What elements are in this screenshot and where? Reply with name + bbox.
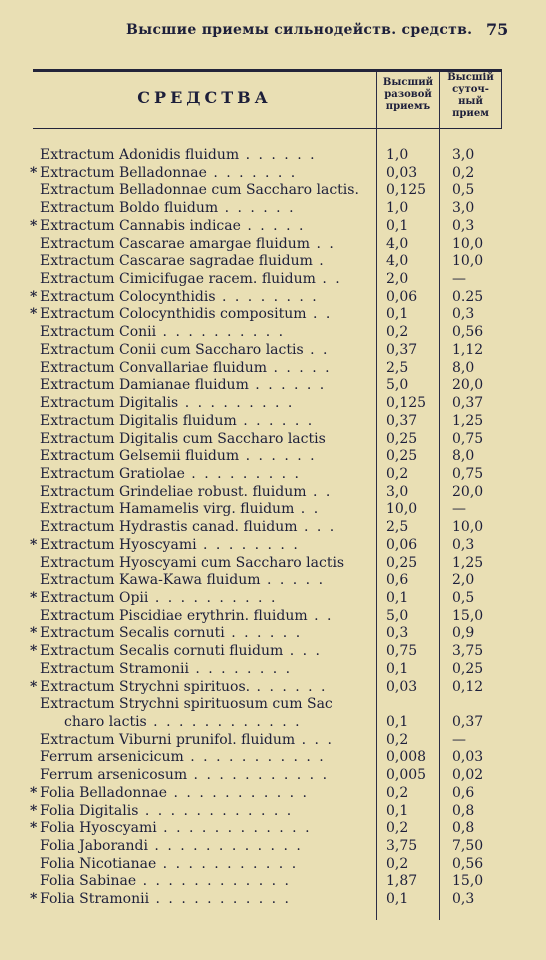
potent-marker: * [30, 217, 38, 234]
single-dose-cell: 5,0 [386, 607, 409, 624]
single-dose-cell: 1,87 [386, 873, 418, 890]
drug-name-text: Extractum Hamamelis virg. fluidum [40, 501, 295, 518]
potent-marker: * [30, 306, 38, 323]
table-row [0, 732, 546, 750]
leader-dots: . . . . . . . . [196, 536, 300, 553]
column-header-name: СРЕДСТВА [137, 88, 272, 107]
single-dose-cell: 0,125 [386, 395, 427, 412]
daily-dose-cell: 0,12 [452, 678, 484, 695]
drug-name [40, 431, 370, 448]
drug-name-text: Folia Stramonii [40, 891, 150, 908]
leader-dots: . . . . . . . . . . . . [147, 838, 303, 855]
drug-name [40, 732, 370, 749]
leader-dots: . . . . . . . . . [178, 395, 295, 412]
table-row [0, 625, 546, 643]
drug-name [40, 182, 370, 199]
drug-name-text: Extractum Convallariae fluidum [40, 359, 268, 376]
drug-name [40, 555, 370, 572]
drug-name [40, 803, 370, 820]
daily-dose-cell: 0,5 [452, 589, 475, 606]
single-dose-cell: 0,1 [386, 891, 409, 908]
table-row [0, 448, 546, 466]
single-dose-cell: 10,0 [386, 501, 418, 518]
column-header-line: Высшій [447, 72, 494, 83]
table-row [0, 377, 546, 395]
leader-dots: . . [310, 235, 336, 252]
table-row [0, 271, 546, 289]
table-row [0, 661, 546, 679]
single-dose-cell: 1,0 [386, 147, 409, 163]
drug-name [40, 236, 370, 253]
leader-dots: . . . . . . . . . . . . [146, 714, 302, 730]
daily-dose-cell: 8,0 [452, 359, 475, 376]
potent-marker: * [30, 536, 38, 553]
column-header-line: приемъ [385, 101, 431, 112]
table-row [0, 696, 546, 714]
single-dose-cell: 0,06 [386, 536, 418, 553]
daily-dose-cell: 0,75 [452, 430, 484, 447]
drug-name [40, 306, 370, 323]
column-header-line: Высший [382, 77, 434, 88]
potent-marker: * [30, 625, 38, 642]
table-row [0, 289, 546, 307]
leader-dots: . . . . . . [218, 200, 296, 217]
leader-dots: . . . . . . . . . . [148, 589, 278, 606]
leader-dots: . . . [295, 731, 334, 748]
leader-dots: . . . [297, 519, 337, 536]
daily-dose-cell: 0,8 [452, 802, 475, 819]
single-dose-cell: 0,1 [386, 306, 409, 323]
single-dose-cell: 2,5 [386, 519, 409, 536]
drug-name [40, 342, 370, 359]
drug-name [40, 590, 370, 607]
single-dose-cell: 0,125 [386, 182, 427, 199]
drug-name [40, 572, 370, 589]
daily-dose-cell: 0,03 [452, 749, 484, 766]
daily-dose-cell: 0,8 [452, 820, 475, 837]
daily-dose-cell: 20,0 [452, 377, 484, 394]
drug-name-text: Extractum Hyoscyami cum Saccharo lactis [40, 554, 345, 571]
drug-name [40, 360, 370, 377]
drug-name-text: charo lactis [64, 714, 147, 730]
drug-name [40, 643, 370, 660]
potent-marker: * [30, 820, 38, 837]
single-dose-cell: 0,2 [386, 324, 409, 341]
drug-name-text: Extractum Cimicifugae racem. fluidum [40, 271, 316, 288]
column-header-line: разовой [384, 89, 432, 100]
single-dose-cell: 0,2 [386, 820, 409, 837]
daily-dose-cell: 3,0 [452, 147, 475, 163]
leader-dots: . . . . . . . . [215, 288, 319, 305]
table-row [0, 820, 546, 838]
daily-dose-cell: 15,0 [452, 607, 484, 624]
drug-name-text: Extractum Boldo fluidum [40, 200, 219, 217]
leader-dots: . . . . . . . . [188, 660, 293, 677]
single-dose-cell: 4,0 [386, 235, 409, 252]
daily-dose-cell: 0,9 [452, 625, 475, 642]
drug-name-text: Extractum Belladonnae [40, 164, 207, 181]
daily-dose-cell: 7,50 [452, 838, 484, 855]
drug-name [40, 891, 370, 908]
daily-dose-cell: 1,25 [452, 554, 484, 571]
table-row [0, 608, 546, 626]
drug-name [40, 324, 370, 341]
drug-name-text: Extractum Conii [40, 324, 157, 341]
daily-dose-cell: 8,0 [452, 448, 475, 465]
drug-name [40, 448, 370, 465]
drug-name-text: Extractum Damianae fluidum [40, 377, 249, 394]
column-header-single-dose [377, 77, 439, 113]
single-dose-cell: 0,1 [386, 802, 409, 819]
single-dose-cell: 0,1 [386, 589, 409, 606]
drug-name [40, 519, 370, 536]
daily-dose-cell: 0,3 [452, 217, 475, 234]
drug-name-text: Extractum Digitalis fluidum [40, 412, 237, 429]
single-dose-cell: 3,75 [386, 838, 418, 855]
drug-name [40, 696, 370, 713]
drug-name-text: Extractum Digitalis cum Saccharo lactis [40, 430, 326, 447]
table-row [0, 431, 546, 449]
potent-marker: * [30, 678, 38, 695]
drug-name [40, 749, 370, 766]
table-row [0, 749, 546, 767]
table-row [0, 537, 546, 555]
drug-name [40, 466, 370, 483]
daily-dose-cell: 0,2 [452, 164, 475, 181]
table-row [0, 147, 546, 165]
drug-name [40, 289, 370, 306]
drug-name [40, 856, 370, 873]
leader-dots: . . . . . . [248, 377, 327, 394]
single-dose-cell: 3,0 [386, 483, 409, 500]
potent-marker: * [30, 643, 38, 660]
drug-name [40, 501, 370, 518]
leader-dots: . . . . . . . . . . . [167, 784, 309, 801]
single-dose-cell: 0,37 [386, 412, 418, 429]
leader-dots: . . [315, 271, 342, 288]
table-row [0, 555, 546, 573]
daily-dose-cell: 0,56 [452, 855, 484, 872]
table-row [0, 767, 546, 785]
leader-dots: . . . . . [260, 572, 326, 589]
running-title: Высшие приемы сильнодейств. средств. [126, 22, 473, 38]
table-row [0, 803, 546, 821]
leader-dots: . . . . . [240, 217, 306, 234]
drug-name [40, 820, 370, 837]
potent-marker: * [30, 589, 38, 606]
column-divider [501, 72, 502, 128]
single-dose-cell: 2,0 [386, 271, 409, 288]
table-row [0, 182, 546, 200]
table-row [0, 200, 546, 218]
drug-name-text: Folia Belladonnae [40, 784, 168, 801]
leader-dots: . . . . . . [250, 678, 328, 695]
daily-dose-cell: 0,56 [452, 324, 484, 341]
drug-name-text: Extractum Gratiolae [40, 465, 185, 482]
single-dose-cell: 0,25 [386, 448, 418, 465]
drug-name-text: Extractum Piscidiae erythrin. fluidum [40, 607, 308, 624]
drug-name-text: Folia Sabinae [40, 873, 137, 890]
drug-name-text: Extractum Secalis cornuti fluidum [40, 643, 284, 660]
leader-dots: . . [303, 341, 330, 358]
drug-name [64, 714, 394, 731]
drug-name [40, 253, 370, 270]
table-row [0, 856, 546, 874]
drug-name-text: Extractum Kawa-Kawa fluidum [40, 572, 261, 589]
drug-name-text: Ferrum arsenicicum [40, 749, 184, 766]
drug-name-text: Extractum Cascarae sagradae fluidum [40, 253, 313, 270]
daily-dose-cell: 1,25 [452, 412, 484, 429]
drug-name-text: Extractum Strychni spirituos. [40, 678, 251, 695]
leader-dots: . . . . . . [239, 448, 317, 465]
column-header-line: прием [452, 108, 489, 119]
leader-dots: . . . . . . . [206, 164, 298, 181]
single-dose-cell: 0,25 [386, 430, 418, 447]
single-dose-cell: 0,005 [386, 767, 427, 784]
drug-name [40, 838, 370, 855]
table-row [0, 714, 546, 732]
single-dose-cell: 0,37 [386, 341, 418, 358]
drug-name [40, 218, 370, 235]
daily-dose-cell: 2,0 [452, 572, 475, 589]
leader-dots: . . . . . . . . . [184, 465, 301, 482]
drug-name [40, 608, 370, 625]
drug-name [40, 873, 370, 890]
table-row [0, 891, 546, 909]
table-row [0, 466, 546, 484]
potent-marker: * [30, 891, 38, 908]
single-dose-cell: 0,06 [386, 288, 418, 305]
drug-name [40, 537, 370, 554]
single-dose-cell: 0,75 [386, 643, 418, 660]
drug-name [40, 413, 370, 430]
table-row [0, 360, 546, 378]
single-dose-cell: 2,5 [386, 359, 409, 376]
daily-dose-cell: 0,5 [452, 182, 475, 199]
table-row [0, 838, 546, 856]
table-row [0, 165, 546, 183]
column-header-line: суточ- [452, 84, 489, 95]
leader-dots: . . . . . [267, 359, 332, 376]
single-dose-cell: 0,2 [386, 465, 409, 482]
leader-dots: . . . . . . . . . . [156, 324, 286, 341]
single-dose-cell: 4,0 [386, 253, 409, 270]
drug-name-text: Extractum Viburni prunifol. fluidum [40, 731, 296, 748]
daily-dose-cell: 10,0 [452, 253, 484, 270]
drug-table-body [0, 147, 546, 909]
drug-name [40, 147, 370, 164]
table-row [0, 395, 546, 413]
drug-name-text: Extractum Conii cum Saccharo lactis [40, 341, 304, 358]
drug-name [40, 271, 370, 288]
leader-dots: . . [294, 501, 321, 518]
drug-name-text: Ferrum arsenicosum [40, 767, 188, 784]
daily-dose-cell: 0,02 [452, 767, 484, 784]
table-row [0, 236, 546, 254]
drug-name [40, 377, 370, 394]
drug-name-text: Extractum Stramonii [40, 660, 189, 677]
drug-name [40, 395, 370, 412]
drug-name [40, 679, 370, 696]
table-header-rule [33, 128, 502, 129]
daily-dose-cell: 0,25 [452, 660, 484, 677]
single-dose-cell: 0,2 [386, 784, 409, 801]
single-dose-cell: 0,008 [386, 749, 427, 766]
leader-dots: . . . . . . . . . . . . [156, 820, 312, 837]
daily-dose-cell: 3,75 [452, 643, 484, 660]
potent-marker: * [30, 288, 38, 305]
leader-dots: . . . . . . . . . . . [187, 767, 330, 784]
drug-name-text: Folia Digitalis [40, 802, 139, 819]
drug-name-text: Extractum Secalis cornuti [40, 625, 225, 642]
single-dose-cell: 0,1 [386, 714, 409, 730]
table-row [0, 306, 546, 324]
daily-dose-cell: 10,0 [452, 519, 484, 536]
leader-dots: . . [307, 607, 334, 624]
leader-dots: . . . . . . [236, 412, 315, 429]
drug-name [40, 165, 370, 182]
drug-name-text: Extractum Cascarae amargae fluidum [40, 235, 310, 252]
table-row [0, 643, 546, 661]
single-dose-cell: 0,25 [386, 554, 418, 571]
table-row [0, 413, 546, 431]
single-dose-cell: 0,2 [386, 855, 409, 872]
daily-dose-cell: 0,3 [452, 306, 475, 323]
table-top-rule [33, 69, 502, 72]
leader-dots: . . . . . . [224, 625, 303, 642]
drug-name-text: Folia Nicotianae [40, 855, 157, 872]
leader-dots: . . . . . . . . . . . . [138, 802, 294, 819]
daily-dose-cell: 0,3 [452, 891, 475, 908]
column-header-daily-dose [440, 72, 501, 120]
daily-dose-cell: 0,6 [452, 784, 475, 801]
drug-name-text: Extractum Adonidis fluidum [40, 147, 240, 163]
table-row [0, 572, 546, 590]
daily-dose-cell: 20,0 [452, 483, 484, 500]
single-dose-cell: 0,03 [386, 164, 418, 181]
leader-dots: . . . . . . . . . . . . [136, 873, 291, 890]
daily-dose-cell: 1,12 [452, 341, 484, 358]
single-dose-cell: 5,0 [386, 377, 409, 394]
daily-dose-cell: 0,37 [452, 395, 484, 412]
drug-name-text: Extractum Colocynthidis compositum [40, 306, 307, 323]
single-dose-cell: 0,03 [386, 678, 418, 695]
running-head [0, 20, 546, 44]
drug-name [40, 767, 370, 784]
table-row [0, 873, 546, 891]
daily-dose-cell: 0,75 [452, 465, 484, 482]
leader-dots: . . . . . . . . . . . [156, 855, 299, 872]
drug-name-text: Folia Hyoscyami [40, 820, 157, 837]
leader-dots: . . . [283, 643, 322, 660]
single-dose-cell: 0,1 [386, 660, 409, 677]
single-dose-cell: 1,0 [386, 200, 409, 217]
drug-name-text: Extractum Grindeliae robust. fluidum [40, 483, 307, 500]
drug-name-text: Extractum Hyoscyami [40, 536, 197, 553]
daily-dose-cell: 0.25 [452, 288, 484, 305]
drug-name-text: Extractum Cannabis indicae [40, 217, 241, 234]
table-row [0, 324, 546, 342]
daily-dose-cell: — [452, 271, 466, 288]
table-row [0, 484, 546, 502]
drug-name-text: Folia Jaborandi [40, 838, 148, 855]
drug-name-text: Extractum Hydrastis canad. fluidum [40, 519, 298, 536]
drug-name-text: Extractum Colocynthidis [40, 288, 216, 305]
leader-dots: . . [306, 483, 333, 500]
table-row [0, 590, 546, 608]
daily-dose-cell: — [452, 501, 466, 518]
table-row [0, 501, 546, 519]
column-header-line: ный [458, 96, 483, 107]
table-row [0, 253, 546, 271]
page-number: 75 [486, 20, 509, 39]
table-row [0, 785, 546, 803]
drug-name-text: Extractum Belladonnae cum Saccharo lactis. [40, 182, 359, 199]
drug-name [40, 785, 370, 802]
drug-name-text: Extractum Digitalis [40, 395, 179, 412]
drug-name [40, 484, 370, 501]
leader-dots: . . . . . . . . . . . [149, 891, 291, 908]
drug-name-text: Extractum Opii [40, 589, 149, 606]
table-row [0, 342, 546, 360]
single-dose-cell: 0,3 [386, 625, 409, 642]
leader-dots: . [312, 253, 326, 270]
single-dose-cell: 0,6 [386, 572, 409, 589]
leader-dots: . . [306, 306, 333, 323]
drug-name-text: Extractum Gelsemii fluidum [40, 448, 240, 465]
daily-dose-cell: 15,0 [452, 873, 484, 890]
leader-dots: . . . . . . . . . . . [183, 749, 326, 766]
drug-name [40, 200, 370, 217]
potent-marker: * [30, 802, 38, 819]
drug-name [40, 625, 370, 642]
table-row [0, 679, 546, 697]
single-dose-cell: 0,1 [386, 217, 409, 234]
table-row [0, 519, 546, 537]
table-row [0, 218, 546, 236]
daily-dose-cell: 10,0 [452, 235, 484, 252]
potent-marker: * [30, 164, 38, 181]
daily-dose-cell: 0,37 [452, 714, 484, 730]
drug-name-text: Extractum Strychni spirituosum cum Sac [40, 696, 333, 713]
single-dose-cell: 0,2 [386, 731, 409, 748]
leader-dots: . . . . . . [239, 147, 317, 163]
drug-name [40, 661, 370, 678]
potent-marker: * [30, 784, 38, 801]
daily-dose-cell: 3,0 [452, 200, 475, 217]
daily-dose-cell: 0,3 [452, 536, 475, 553]
daily-dose-cell: — [452, 731, 466, 748]
